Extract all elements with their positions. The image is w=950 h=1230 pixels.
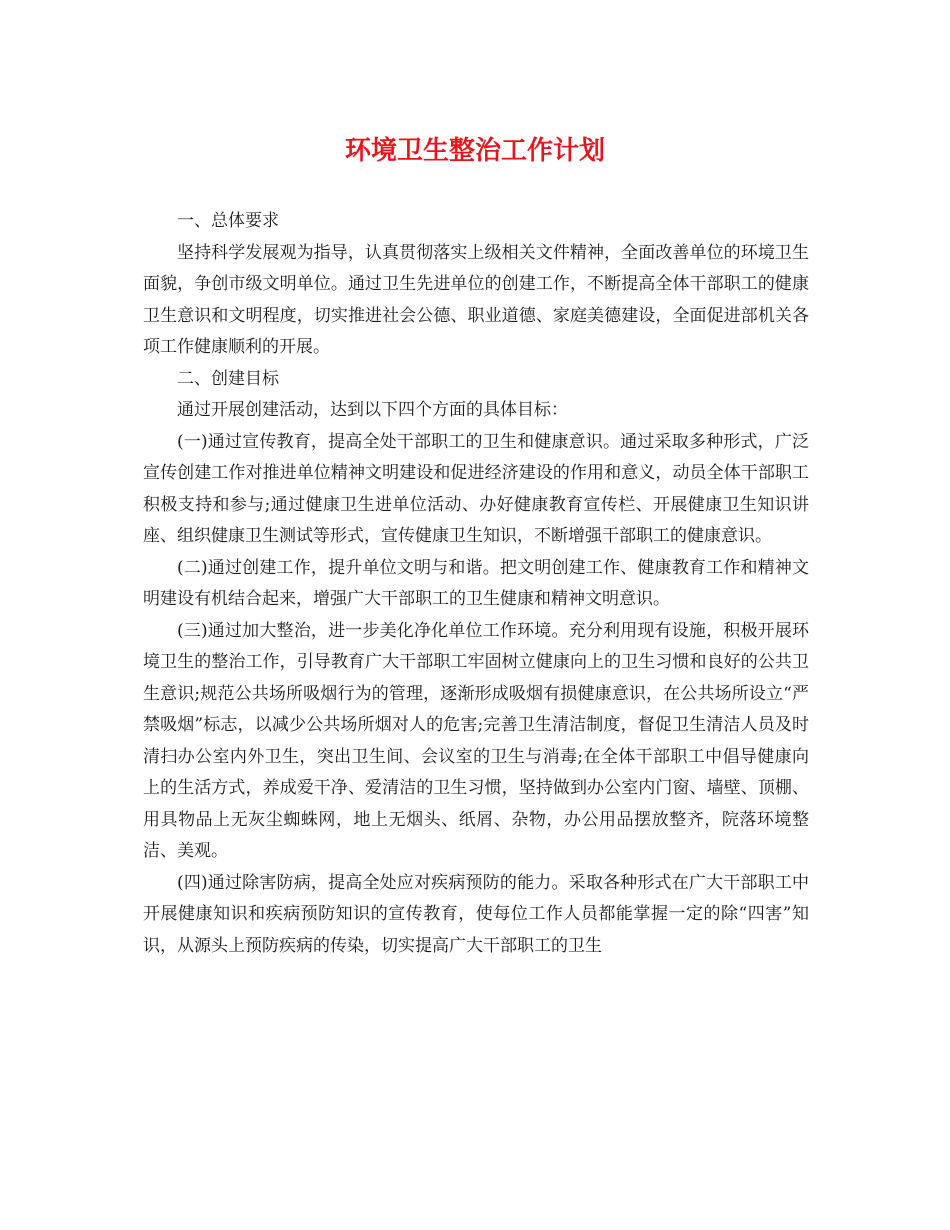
paragraph: (四)通过除害防病，提高全处应对疾病预防的能力。采取各种形式在广大干部职工中开展健康知识和疾病预防知识的宣传教育，使每位工作人员都能掌握一定的除“四害”知识，从源头上预防疾病的传染，切实提高广大干部职工的卫生 <box>143 872 809 956</box>
section-heading-goals: 二、创建目标 <box>177 368 279 389</box>
paragraph: (二)通过创建工作，提升单位文明与和谐。把文明创建工作、健康教育工作和精神文明建设有机结合起来，增强广大干部职工的卫生健康和精神文明意识。 <box>143 557 809 609</box>
section-heading-overall-requirements: 一、总体要求 <box>177 211 279 231</box>
paragraph: (一)通过宣传教育，提高全处干部职工的卫生和健康意识。通过采取多种形式，广泛宣传创建工作对推进单位精神文明建设和促进经济建设的作用和意义，动员全体干部职工积极支持和参与;通过健康卫生进单位活动、办好健康教育宣传栏、开展健康卫生知识讲座、组织健康卫生测试等形式，宣传健康卫生知识，不断增强干部职工的健康意识。 <box>143 431 809 546</box>
paragraph: 坚持科学发展观为指导，认真贯彻落实上级相关文件精神，全面改善单位的环境卫生面貌，争创市级文明单位。通过卫生先进单位的创建工作，不断提高全体干部职工的健康卫生意识和文明程度，切实推进社会公德、职业道德、家庭美德建设，全面促进部机关各项工作健康顺利的开展。 <box>143 242 809 357</box>
paragraph: (三)通过加大整治，进一步美化净化单位工作环境。充分利用现有设施，积极开展环境卫生的整治工作，引导教育广大干部职工牢固树立健康向上的卫生习惯和良好的公共卫生意识;规范公共场所吸烟行为的管理，逐渐形成吸烟有损健康意识，在公共场所设立“严禁吸烟”标志，以减少公共场所烟对人的危害;完善卫生清洁制度，督促卫生清洁人员及时清扫办公室内外卫生，突出卫生间、会议室的卫生与消毒;在全体干部职工中倡导健康向上的生活方式，养成爱干净、爱清洁的卫生习惯，坚持做到办公室内门窗、墙壁、顶棚、用具物品上无灰尘蜘蛛网，地上无烟头、纸屑、杂物，办公用品摆放整齐，院落环境整洁、美观。 <box>143 620 809 861</box>
paragraph: 通过开展创建活动，达到以下四个方面的具体目标： <box>177 400 568 420</box>
document-title: 环境卫生整治工作计划 <box>344 136 605 166</box>
document-body <box>143 206 809 962</box>
